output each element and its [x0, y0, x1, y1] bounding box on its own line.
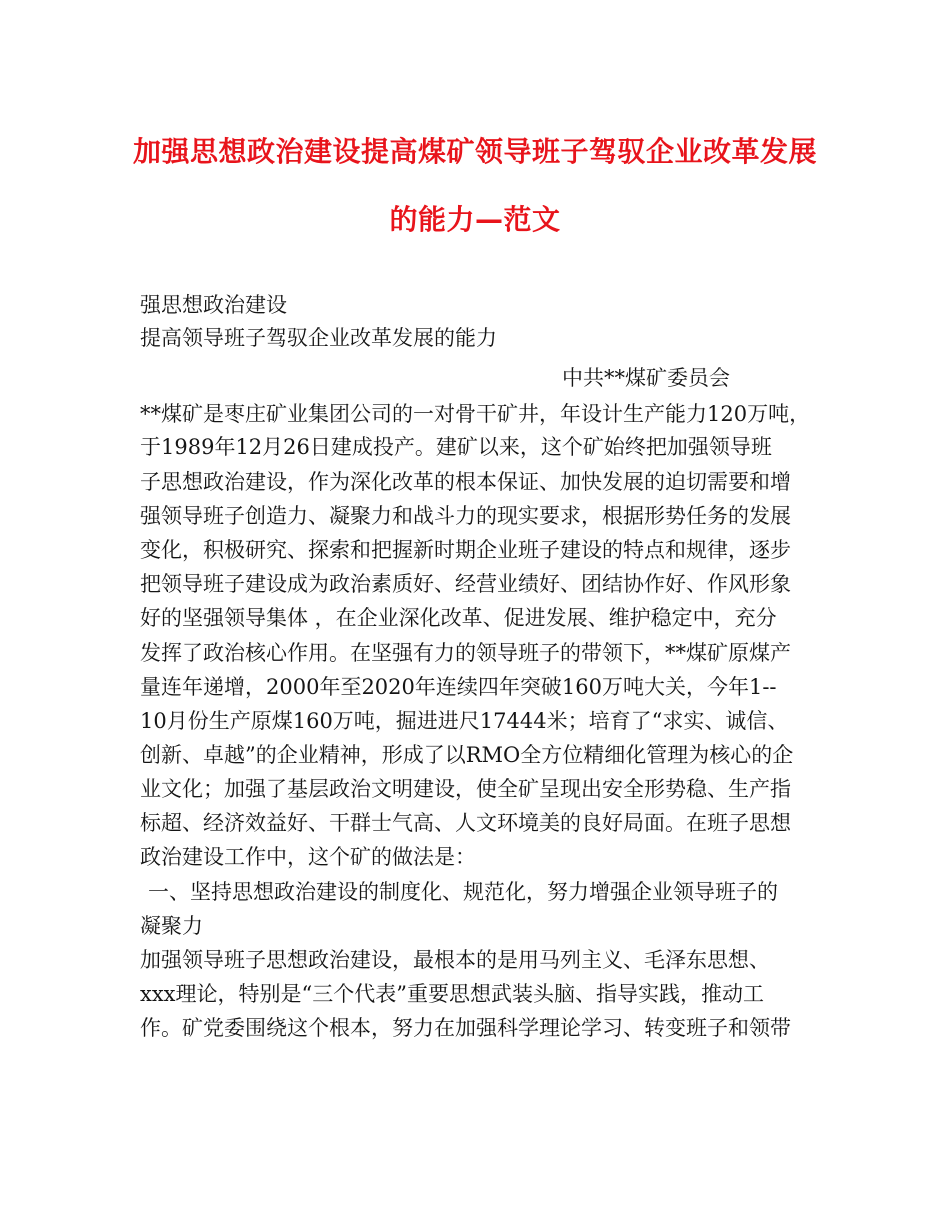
document-title-line-2: 的能力—范文 — [389, 203, 561, 236]
paragraph-line: 子思想政治建设，作为深化改革的根本保证、加快发展的迫切需要和增 — [140, 470, 791, 494]
author-organization: 中共**煤矿委员会 — [562, 366, 730, 390]
paragraph-line: 变化，积极研究、探索和把握新时期企业班子建设的特点和规律，逐步 — [140, 538, 791, 562]
paragraph-line: 把领导班子建设成为政治素质好、经营业绩好、团结协作好、作风形象 — [140, 572, 791, 596]
paragraph-line: 政治建设工作中，这个矿的做法是： — [140, 845, 476, 869]
paragraph-line: **煤矿是枣庄矿业集团公司的一对骨干矿井，年设计生产能力120万吨， — [140, 402, 811, 426]
paragraph-line: 10月份生产原煤160万吨，掘进进尺17444米；培育了“求实、诚信、 — [140, 709, 789, 733]
paragraph-line: 创新、卓越”的企业精神，形成了以RMO全方位精细化管理为核心的企 — [140, 743, 794, 767]
paragraph-line: 作。矿党委围绕这个根本，努力在加强科学理论学习、转变班子和领带 — [140, 1016, 791, 1040]
section-heading-line-2: 凝聚力 — [140, 914, 203, 938]
paragraph-line: 于1989年12月26日建成投产。建矿以来，这个矿始终把加强领导班 — [140, 435, 772, 459]
paragraph-line: 加强领导班子思想政治建设，最根本的是用马列主义、毛泽东思想、 — [140, 948, 770, 972]
subheading-line-1: 强思想政治建设 — [140, 293, 287, 317]
paragraph-line: 好的坚强领导集体 ，在企业深化改革、促进发展、维护稳定中，充分 — [140, 606, 777, 630]
document-title-line-1: 加强思想政治建设提高煤矿领导班子驾驭企业改革发展 — [132, 135, 817, 168]
paragraph-line: 业文化；加强了基层政治文明建设，使全矿呈现出安全形势稳、生产指 — [140, 777, 791, 801]
paragraph-line: 标超、经济效益好、干群士气高、人文环境美的良好局面。在班子思想 — [140, 811, 791, 835]
section-heading-line-1: 一、坚持思想政治建设的制度化、规范化，努力增强企业领导班子的 — [148, 880, 778, 904]
paragraph-line: 发挥了政治核心作用。在坚强有力的领导班子的带领下，**煤矿原煤产 — [140, 641, 791, 665]
paragraph-line: xxx理论，特别是“三个代表”重要思想武装头脑、指导实践，推动工 — [140, 982, 764, 1006]
paragraph-line: 强领导班子创造力、凝聚力和战斗力的现实要求，根据形势任务的发展 — [140, 504, 791, 528]
paragraph-line: 量连年递增，2000年至2020年连续四年突破160万吨大关，今年1-- — [140, 675, 777, 699]
subheading-line-2: 提高领导班子驾驭企业改革发展的能力 — [140, 326, 497, 350]
